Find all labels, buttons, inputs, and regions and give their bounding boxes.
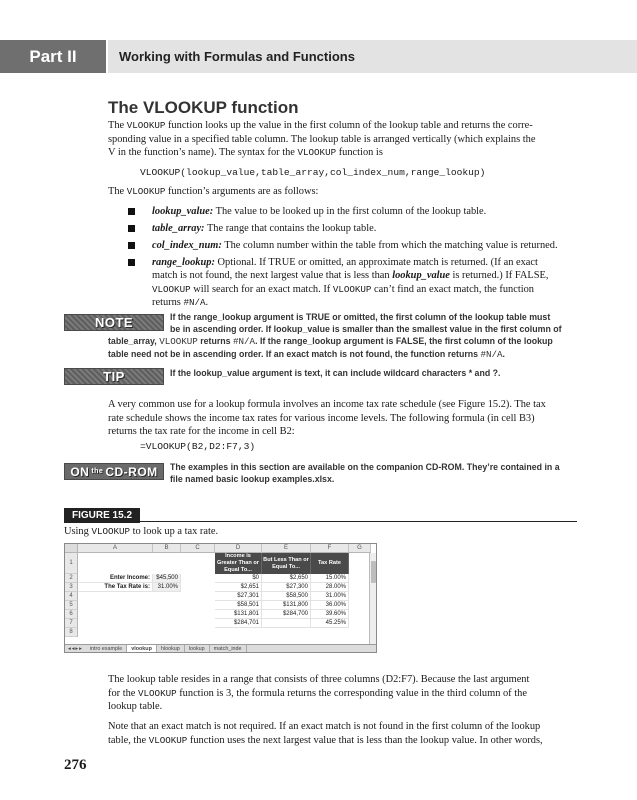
list-item: lookup_value: The value to be looked up in the first column of the lookup table.: [108, 205, 578, 218]
page-number: 276: [64, 757, 87, 773]
cdrom-badge: ON the CD-ROM: [64, 463, 164, 480]
intro-paragraph: The VLOOKUP function looks up the value in the first column of the lookup table and returns the corre- sponding value in a specified table column. The lookup table is arranged vertically (which explains the V in the function’s name). The syntax for the VLOOKUP function is: [108, 120, 536, 159]
row-header[interactable]: 1: [65, 553, 78, 574]
note-badge: NOTE: [64, 314, 164, 331]
list-item: col_index_num: The column number within the table from which the matching value is returned.: [108, 239, 578, 252]
sheet-tab-match-index[interactable]: match_inde: [210, 645, 247, 653]
sheet-tab-vlookup[interactable]: vlookup: [127, 645, 157, 653]
table-cell[interactable]: 36.00%: [311, 601, 349, 610]
table-cell[interactable]: 15.00%: [311, 574, 349, 583]
cdrom-text: The examples in this section are available on the companion CD-ROM. They’re contained in a file named basic lookup examples.xlsx.: [170, 462, 560, 484]
tax-rate-label[interactable]: The Tax Rate is:: [78, 583, 153, 592]
list-item: table_array: The range that contains the lookup table.: [108, 222, 578, 235]
spreadsheet-figure: [64, 543, 377, 653]
row-header[interactable]: 2: [65, 574, 78, 583]
bullet-icon: [128, 242, 135, 249]
table-cell[interactable]: $284,700: [262, 610, 311, 619]
list-item: range_lookup: Optional. If TRUE or omitted, an approximate match is returned. (If an exact match is not found, the next largest value that is less than lookup_value is returned.) If FALSE, VLOOKUP will search for an exact match. If VLOOKUP can’t find an exact match, the function returns #N/A.: [108, 256, 578, 310]
row-header[interactable]: 4: [65, 592, 78, 601]
table-header-cell[interactable]: Tax Rate: [311, 553, 349, 574]
figure-label: FIGURE 15.2: [64, 508, 140, 523]
table-cell[interactable]: $27,301: [215, 592, 262, 601]
vertical-scrollbar[interactable]: [369, 553, 376, 645]
tip-badge: TIP: [64, 368, 164, 385]
column-header-a[interactable]: A: [78, 544, 153, 553]
row-header[interactable]: 5: [65, 601, 78, 610]
sheet-tab-lookup[interactable]: lookup: [185, 645, 210, 653]
running-header: [0, 40, 637, 73]
chapter-title: Working with Formulas and Functions: [108, 40, 637, 73]
table-cell[interactable]: $131,801: [215, 610, 262, 619]
formula-code: =VLOOKUP(B2,D2:F7,3): [140, 441, 256, 452]
tab-scroll-arrows-icon[interactable]: ◂◂▸▸: [68, 645, 83, 652]
sheet-tab-bar: [65, 644, 376, 652]
table-cell[interactable]: $58,500: [262, 592, 311, 601]
bullet-icon: [128, 225, 135, 232]
figure-rule: [140, 521, 577, 522]
arguments-list: [108, 205, 578, 313]
table-cell[interactable]: $27,300: [262, 583, 311, 592]
table-cell[interactable]: $0: [215, 574, 262, 583]
column-header-b[interactable]: B: [153, 544, 181, 553]
part-label: Part II: [0, 40, 106, 73]
table-header-cell[interactable]: Income is Greater Than or Equal To...: [215, 553, 262, 574]
syntax-code: VLOOKUP(lookup_value,table_array,col_index_num,range_lookup): [140, 167, 486, 178]
enter-income-label[interactable]: Enter Income:: [78, 574, 153, 583]
table-cell[interactable]: 31.00%: [311, 592, 349, 601]
sheet-tab-intro-example[interactable]: intro example: [86, 645, 127, 653]
section-title: The VLOOKUP function: [108, 98, 299, 117]
note-text-head: If the range_lookup argument is TRUE or omitted, the first column of the lookup table must be in ascending order. If lookup_value is smaller than the smallest value in the first column of: [170, 312, 562, 334]
table-cell[interactable]: 39.60%: [311, 610, 349, 619]
tip-text: If the lookup_value argument is text, it can include wildcard characters * and ?.: [170, 368, 501, 378]
figure-caption: Using VLOOKUP to look up a tax rate.: [64, 526, 219, 537]
table-cell[interactable]: 45.25%: [311, 619, 349, 628]
column-header-c[interactable]: C: [181, 544, 215, 553]
tax-rate-result-cell[interactable]: 31.00%: [153, 583, 181, 592]
row-header[interactable]: 7: [65, 619, 78, 628]
column-header-e[interactable]: E: [262, 544, 311, 553]
table-cell[interactable]: [262, 619, 311, 628]
tax-paragraph: A very common use for a lookup formula involves an income tax rate schedule (see Figure 15.2). The tax rate schedule shows the income tax rates for various income levels. The following formula (in cell B3) returns the tax rate for the income in cell B2:: [108, 399, 546, 438]
table-cell[interactable]: $2,650: [262, 574, 311, 583]
table-cell[interactable]: $58,501: [215, 601, 262, 610]
table-cell[interactable]: $131,800: [262, 601, 311, 610]
row-header[interactable]: 8: [65, 628, 78, 637]
column-header-d[interactable]: D: [215, 544, 262, 553]
bullet-icon: [128, 208, 135, 215]
args-intro: The VLOOKUP function’s arguments are as follows:: [108, 186, 319, 197]
table-cell[interactable]: $284,701: [215, 619, 262, 628]
exact-match-paragraph: Note that an exact match is not required. If an exact match is not found in the first column of the lookup table, the VLOOKUP function uses the next largest value that is less than the lookup value. In other words,: [108, 721, 543, 746]
row-header[interactable]: 6: [65, 610, 78, 619]
explanation-paragraph: The lookup table resides in a range that consists of three columns (D2:F7). Because the last argument for the VLOOKUP function is 3, the formula returns the corresponding value in the third column of the lookup table.: [108, 674, 530, 713]
bullet-icon: [128, 259, 135, 266]
sheet-tab-hlookup[interactable]: hlookup: [157, 645, 185, 653]
table-header-cell[interactable]: But Less Than or Equal To...: [262, 553, 311, 574]
note-text-tail: table_array, VLOOKUP returns #N/A. If the range_lookup argument is FALSE, the first column of the lookup table need not be in ascending order. If an exact match is not found, the function returns #N/A.: [108, 336, 553, 360]
row-header[interactable]: 3: [65, 583, 78, 592]
table-cell[interactable]: 28.00%: [311, 583, 349, 592]
scroll-thumb[interactable]: [371, 561, 376, 583]
income-input-cell[interactable]: $45,500: [153, 574, 181, 583]
column-header-g[interactable]: G: [349, 544, 371, 553]
column-header-f[interactable]: F: [311, 544, 349, 553]
table-cell[interactable]: $2,651: [215, 583, 262, 592]
